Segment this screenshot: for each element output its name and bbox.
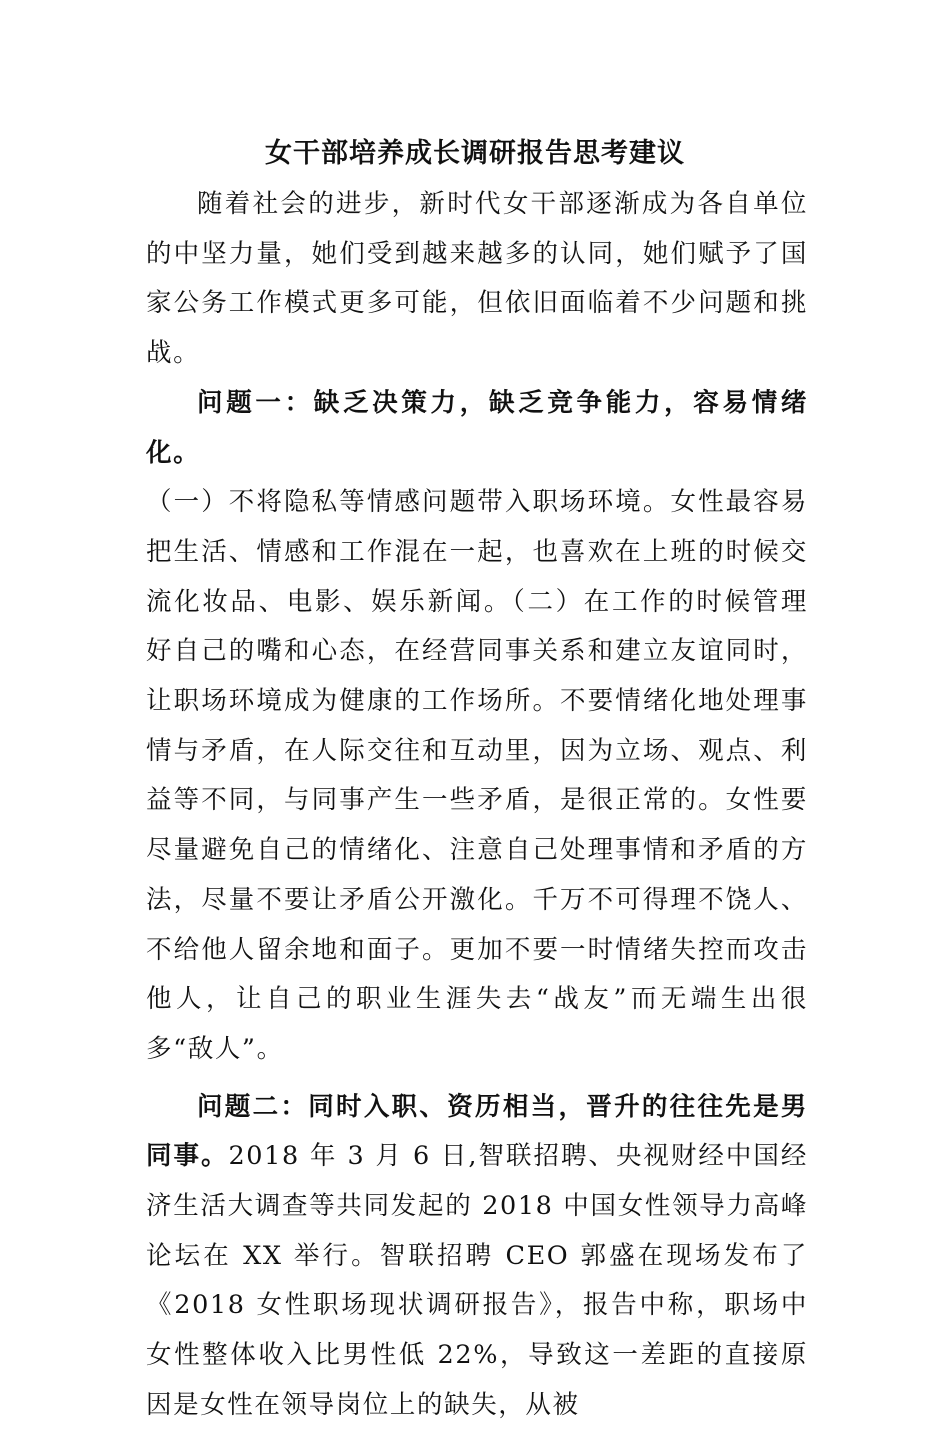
problem-one-heading: 问题一：缺乏决策力，缺乏竞争能力，容易情绪化。	[146, 387, 808, 468]
intro-paragraph: 随着社会的进步，新时代女干部逐渐成为各自单位的中坚力量，她们受到越来越多的认同，她们赋予了国家公务工作模式更多可能，但依旧面临着不少问题和挑战。	[146, 189, 808, 369]
problem-two-paragraph	[146, 1083, 808, 1431]
document-body	[146, 180, 808, 1431]
problem-one-paragraph: （一）不将隐私等情感问题带入职场环境。女性最容易把生活、情感和工作混在一起，也喜欢在上班的时候交流化妆品、电影、娱乐新闻。（二）在工作的时候管理好自己的嘴和心态，在经营同事关系和建立友谊同时，让职场环境成为健康的工作场所。不要情绪化地处理事情与矛盾，在人际交往和互动里，因为立场、观点、利益等不同，与同事产生一些矛盾，是很正常的。女性要尽量避免自己的情绪化、注意自己处理事情和矛盾的方法，尽量不要让矛盾公开激化。千万不可得理不饶人、不给他人留余地和面子。更加不要一时情绪失控而攻击他人，让自己的职业生涯失去“战友”而无端生出很多“敌人”。	[146, 487, 808, 1064]
problem-two-heading: 问题二：同时入职、资历相当，晋升的往往先是男同事。	[146, 1091, 808, 1172]
document-title: 女干部培养成长调研报告思考建议	[265, 138, 685, 169]
problem-two-body: 2018 年 3 月 6 日,智联招聘、央视财经中国经济生活大调查等共同发起的 2018 中国女性领导力高峰论坛在 XX 举行。智联招聘 CEO 郭盛在现场发布了《2018 女性职场现状调研报告》，报告中称，职场中女性整体收入比男性低 22%，导致这一差距的直接原因是女性在领导岗位上的缺失，从被	[146, 1141, 808, 1420]
